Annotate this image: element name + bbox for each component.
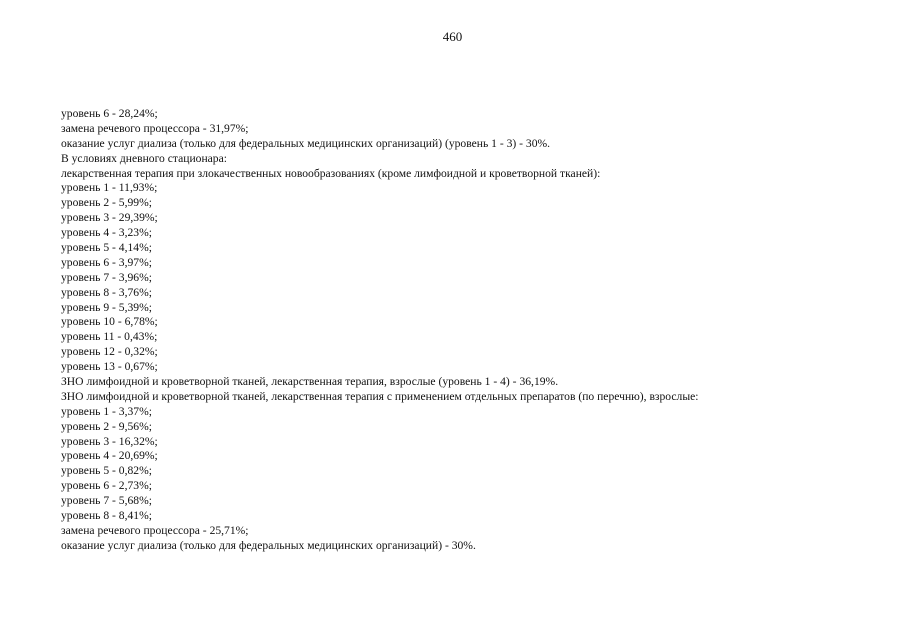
- text-line: уровень 3 - 16,32%;: [61, 434, 158, 448]
- text-line: уровень 11 - 0,43%;: [61, 330, 158, 344]
- text-line: уровень 7 - 3,96%;: [61, 270, 152, 284]
- page-number: 460: [442, 29, 463, 44]
- text-line: уровень 13 - 0,67%;: [61, 360, 158, 374]
- text-line: уровень 6 - 3,97%;: [61, 255, 152, 269]
- section-heading: В условиях дневного стационара:: [61, 151, 227, 165]
- document-body: [61, 107, 891, 554]
- text-line: уровень 1 - 3,37%;: [61, 404, 152, 418]
- text-line: оказание услуг диализа (только для федеральных медицинских организаций) (уровень 1 - 3) - 30%.: [61, 136, 551, 150]
- text-line: уровень 2 - 5,99%;: [61, 196, 152, 210]
- text-line: оказание услуг диализа (только для федеральных медицинских организаций) - 30%.: [61, 538, 476, 552]
- text-line: уровень 12 - 0,32%;: [61, 345, 158, 359]
- text-line: ЗНО лимфоидной и кроветворной тканей, лекарственная терапия с применением отдельных препаратов (по перечню), взрослые:: [61, 389, 699, 403]
- text-line: уровень 8 - 3,76%;: [61, 285, 152, 299]
- text-line: уровень 4 - 3,23%;: [61, 226, 152, 240]
- text-line: уровень 5 - 0,82%;: [61, 464, 152, 478]
- text-line: уровень 1 - 11,93%;: [61, 181, 158, 195]
- text-line: лекарственная терапия при злокачественных новообразованиях (кроме лимфоидной и кроветворной тканей):: [61, 166, 601, 180]
- text-line: уровень 6 - 2,73%;: [61, 479, 152, 493]
- text-line: уровень 10 - 6,78%;: [61, 315, 158, 329]
- text-line: уровень 3 - 29,39%;: [61, 211, 158, 225]
- text-line: замена речевого процессора - 25,71%;: [61, 523, 249, 537]
- text-line: ЗНО лимфоидной и кроветворной тканей, лекарственная терапия, взрослые (уровень 1 - 4) - 36,19%.: [61, 375, 559, 389]
- text-line: уровень 6 - 28,24%;: [61, 107, 158, 120]
- text-line: уровень 9 - 5,39%;: [61, 300, 152, 314]
- text-line: замена речевого процессора - 31,97%;: [61, 121, 249, 135]
- text-line: уровень 8 - 8,41%;: [61, 509, 152, 523]
- text-line: уровень 7 - 5,68%;: [61, 494, 152, 508]
- text-line: уровень 5 - 4,14%;: [61, 241, 152, 255]
- text-line: уровень 4 - 20,69%;: [61, 449, 158, 463]
- text-line: уровень 2 - 9,56%;: [61, 419, 152, 433]
